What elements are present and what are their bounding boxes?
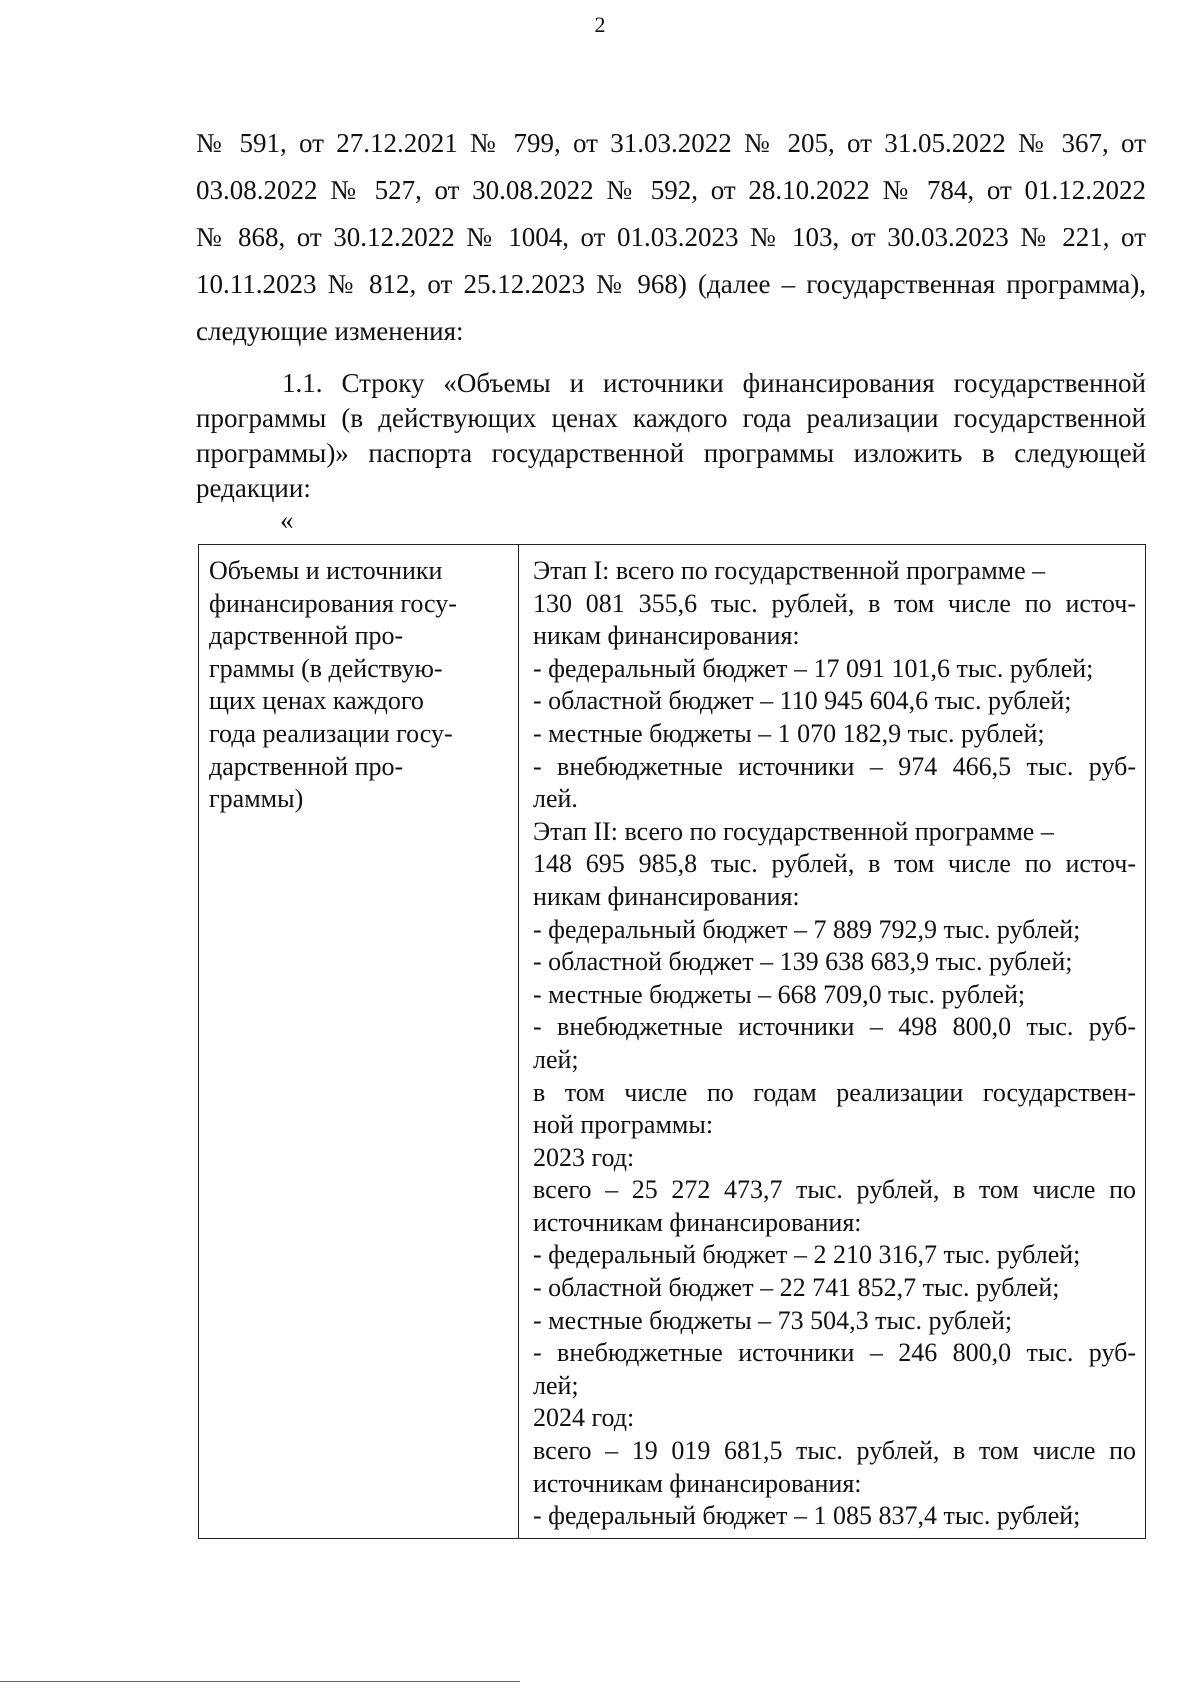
item-paragraph bbox=[196, 366, 1146, 506]
intro-line: 10.11.2023 № 812, от 25.12.2023 № 968) (далее – государственная программа), bbox=[196, 269, 1146, 299]
right-cell-line: источникам финансирования: bbox=[533, 1468, 862, 1498]
right-cell-line: - внебюджетные источники – 498 800,0 тыс. руб- bbox=[533, 1012, 1136, 1042]
right-cell-line: Этап II: всего по государственной программе – bbox=[533, 816, 1054, 846]
left-cell-line: граммы) bbox=[209, 784, 304, 814]
right-cell-line: - федеральный бюджет – 1 085 837,4 тыс. рублей; bbox=[533, 1501, 1081, 1531]
right-cell-line: - областной бюджет – 22 741 852,7 тыс. рублей; bbox=[533, 1273, 1060, 1303]
page-number: 2 bbox=[594, 12, 606, 37]
item-line: программы)» паспорта государственной программы изложить в следующей bbox=[196, 438, 1146, 468]
right-cell-line: Этап I: всего по государственной программе – bbox=[533, 556, 1046, 585]
intro-line: № 591, от 27.12.2021 № 799, от 31.03.2022 № 205, от 31.05.2022 № 367, от bbox=[196, 128, 1146, 158]
right-cell-line: - федеральный бюджет – 17 091 101,6 тыс. рублей; bbox=[533, 653, 1094, 683]
quote-open-mark: « bbox=[280, 505, 294, 535]
right-cell-line: - внебюджетные источники – 246 800,0 тыс. руб- bbox=[533, 1338, 1136, 1368]
intro-line: 03.08.2022 № 527, от 30.08.2022 № 592, от 28.10.2022 № 784, от 01.12.2022 bbox=[196, 175, 1146, 205]
right-cell-line: 130 081 355,6 тыс. рублей, в том числе по источ- bbox=[533, 588, 1136, 618]
intro-paragraph bbox=[196, 120, 1146, 355]
right-cell-line: - местные бюджеты – 73 504,3 тыс. рублей; bbox=[533, 1305, 1013, 1335]
table-column-divider bbox=[518, 545, 519, 1538]
intro-line: следующие изменения: bbox=[196, 316, 464, 346]
right-cell-line: 2023 год: bbox=[533, 1142, 635, 1172]
right-cell-line: - областной бюджет – 139 638 683,9 тыс. рублей; bbox=[533, 947, 1073, 977]
right-cell-line: - внебюджетные источники – 974 466,5 тыс. руб- bbox=[533, 751, 1136, 781]
left-cell-line: щих ценах каждого bbox=[209, 686, 424, 716]
left-cell-line: Объемы и источники bbox=[209, 556, 443, 585]
right-cell-line: источникам финансирования: bbox=[533, 1207, 862, 1237]
right-cell-line: лей; bbox=[533, 1044, 579, 1074]
bottom-rule bbox=[0, 1681, 520, 1682]
item-line: программы (в действующих ценах каждого года реализации государственной bbox=[196, 403, 1146, 433]
table-left-cell bbox=[209, 555, 499, 816]
right-cell-line: - областной бюджет – 110 945 604,6 тыс. рублей; bbox=[533, 686, 1072, 716]
table-right-cell bbox=[533, 555, 1136, 1533]
right-cell-line: никам финансирования: bbox=[533, 881, 800, 911]
right-cell-line: 2024 год: bbox=[533, 1403, 635, 1433]
right-cell-line: - местные бюджеты – 668 709,0 тыс. рублей; bbox=[533, 979, 1026, 1009]
right-cell-line: - федеральный бюджет – 7 889 792,9 тыс. рублей; bbox=[533, 914, 1081, 944]
left-cell-line: граммы (в действую- bbox=[209, 653, 443, 683]
right-cell-line: всего – 25 272 473,7 тыс. рублей, в том числе по bbox=[533, 1175, 1136, 1205]
left-cell-line: дарственной про- bbox=[209, 751, 404, 781]
right-cell-line: никам финансирования: bbox=[533, 621, 800, 651]
item-line: 1.1. Строку «Объемы и источники финансирования государственной bbox=[282, 368, 1146, 398]
item-line: редакции: bbox=[196, 473, 311, 503]
right-cell-line: лей; bbox=[533, 1370, 579, 1400]
left-cell-line: дарственной про- bbox=[209, 621, 404, 651]
right-cell-line: - местные бюджеты – 1 070 182,9 тыс. рублей; bbox=[533, 718, 1045, 748]
right-cell-line: лей. bbox=[533, 784, 578, 814]
intro-line: № 868, от 30.12.2022 № 1004, от 01.03.2023 № 103, от 30.03.2023 № 221, от bbox=[196, 222, 1146, 252]
left-cell-line: года реализации госу- bbox=[209, 718, 453, 748]
right-cell-line: в том числе по годам реализации государствен- bbox=[533, 1077, 1136, 1107]
right-cell-line: ной программы: bbox=[533, 1110, 714, 1140]
right-cell-line: всего – 19 019 681,5 тыс. рублей, в том числе по bbox=[533, 1436, 1136, 1466]
right-cell-line: 148 695 985,8 тыс. рублей, в том числе по источ- bbox=[533, 849, 1136, 879]
left-cell-line: финансирования госу- bbox=[209, 588, 457, 618]
financing-table bbox=[198, 544, 1146, 1539]
right-cell-line: - федеральный бюджет – 2 210 316,7 тыс. рублей; bbox=[533, 1240, 1081, 1270]
